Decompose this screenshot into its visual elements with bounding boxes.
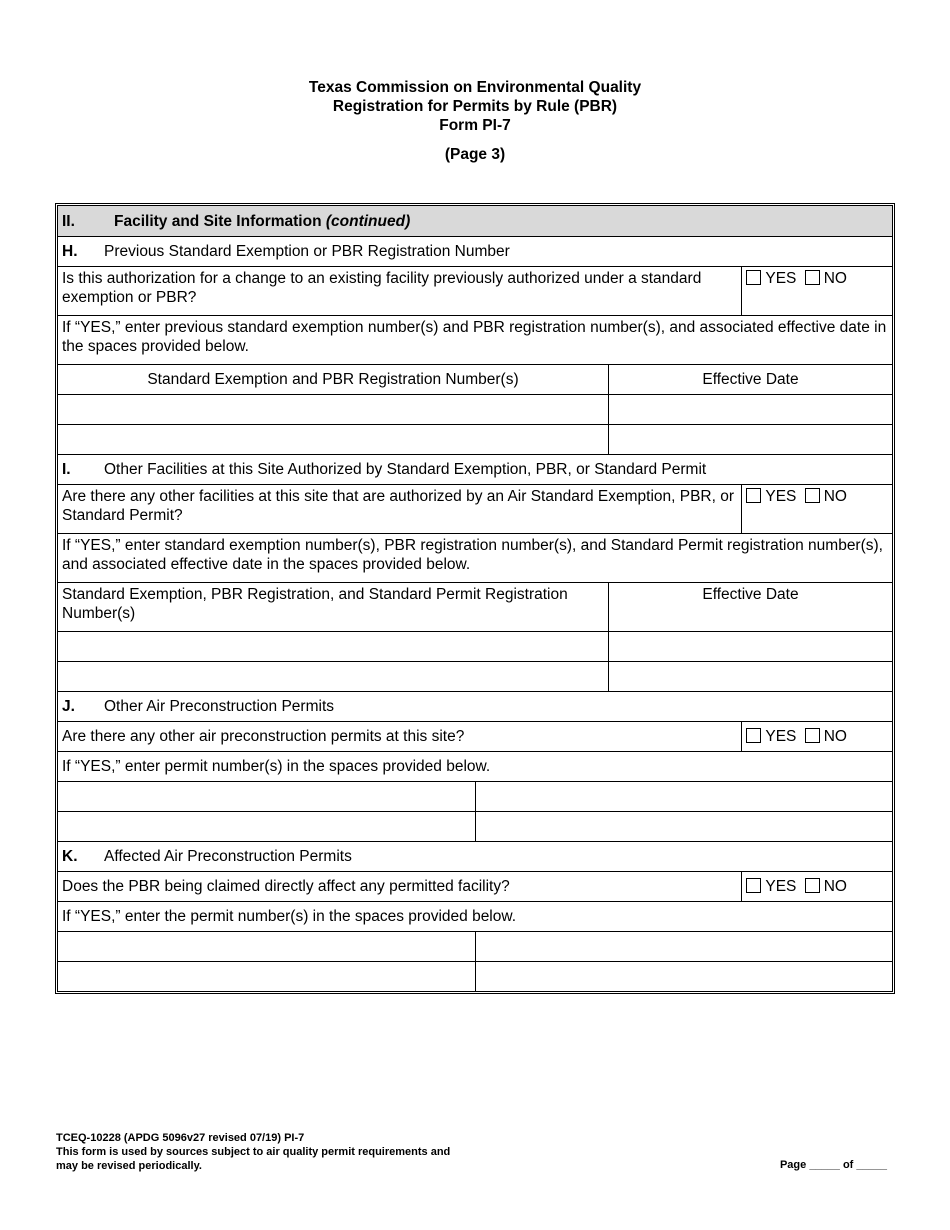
item-i-question: Are there any other facilities at this site that are authorized by an Air Standard Exemption, PBR, or Standard Permit? <box>58 485 742 534</box>
j-no-checkbox[interactable] <box>805 728 820 743</box>
h-date-field[interactable] <box>608 425 892 455</box>
h-yes-checkbox[interactable] <box>746 270 761 285</box>
k-yes-checkbox[interactable] <box>746 878 761 893</box>
i-no-label: NO <box>823 488 847 505</box>
i-date-field[interactable] <box>608 662 892 692</box>
j-entry-row <box>58 782 892 812</box>
item-k-header <box>58 842 892 872</box>
item-k-instruction-row <box>58 902 892 932</box>
item-k-letter: K. <box>62 848 78 865</box>
item-j-question: Are there any other air preconstruction permits at this site? <box>58 722 742 752</box>
item-j-instruction: If “YES,” enter permit number(s) in the spaces provided below. <box>58 752 892 782</box>
j-permit-field[interactable] <box>475 812 892 842</box>
item-j-instruction-row <box>58 752 892 782</box>
agency-name: Texas Commission on Environmental Quality <box>308 79 642 96</box>
footer-note-1: This form is used by sources subject to air quality permit requirements and <box>56 1146 451 1158</box>
item-i-title: Other Facilities at this Site Authorized by Standard Exemption, PBR, or Standard Permit <box>104 461 707 478</box>
i-entry-row <box>58 662 892 692</box>
section-header <box>58 206 892 237</box>
j-entry-row <box>58 812 892 842</box>
k-permit-field[interactable] <box>475 932 892 962</box>
h-yes-label: YES <box>765 270 797 287</box>
item-k-question-row <box>58 872 892 902</box>
k-no-label: NO <box>823 878 847 895</box>
i-col-numbers: Standard Exemption, PBR Registration, and Standard Permit Registration Number(s) <box>58 583 608 632</box>
item-j-letter: J. <box>62 698 75 715</box>
footer-form-id: TCEQ-10228 (APDG 5096v27 revised 07/19) PI-7 <box>56 1132 305 1144</box>
j-yes-label: YES <box>765 728 797 745</box>
i-date-field[interactable] <box>608 632 892 662</box>
form-footer <box>56 1131 450 1173</box>
j-yes-checkbox[interactable] <box>746 728 761 743</box>
k-no-checkbox[interactable] <box>805 878 820 893</box>
h-entry-row <box>58 425 892 455</box>
section-title-suffix: (continued) <box>325 212 411 230</box>
j-permit-field[interactable] <box>475 782 892 812</box>
k-permit-field[interactable] <box>58 962 475 992</box>
item-h-instruction: If “YES,” enter previous standard exemption number(s) and PBR registration number(s), and associated effective date in the spaces provided below. <box>58 316 892 365</box>
k-permit-field[interactable] <box>58 932 475 962</box>
i-col-date: Effective Date <box>608 583 892 632</box>
i-number-field[interactable] <box>58 632 608 662</box>
form-title: Registration for Permits by Rule (PBR) <box>332 98 618 115</box>
section-number: II. <box>62 212 75 230</box>
form-header <box>0 78 950 164</box>
item-i-instruction-row <box>58 534 892 583</box>
footer-note-2: may be revised periodically. <box>56 1160 202 1172</box>
h-number-field[interactable] <box>58 425 608 455</box>
item-j-header <box>58 692 892 722</box>
page-of-field: Page _____ of _____ <box>779 1159 887 1171</box>
h-col-numbers: Standard Exemption and PBR Registration Number(s) <box>58 365 608 395</box>
j-permit-field[interactable] <box>58 812 475 842</box>
i-entry-row <box>58 632 892 662</box>
h-no-checkbox[interactable] <box>805 270 820 285</box>
item-h-title: Previous Standard Exemption or PBR Registration Number <box>104 243 510 260</box>
item-h-question-row <box>58 267 892 316</box>
item-i-instruction: If “YES,” enter standard exemption number(s), PBR registration number(s), and Standard Permit registration number(s), and associated effective date in the spaces provided below. <box>58 534 892 583</box>
item-k-title: Affected Air Preconstruction Permits <box>104 848 352 865</box>
item-k-instruction: If “YES,” enter the permit number(s) in the spaces provided below. <box>58 902 892 932</box>
item-i-column-headers <box>58 583 892 632</box>
item-h-question: Is this authorization for a change to an existing facility previously authorized under a standard exemption or PBR? <box>58 267 742 316</box>
item-j-question-row <box>58 722 892 752</box>
item-i-yes-no <box>742 485 892 534</box>
h-col-date: Effective Date <box>608 365 892 395</box>
h-no-label: NO <box>823 270 847 287</box>
k-permit-field[interactable] <box>475 962 892 992</box>
item-i-question-row <box>58 485 892 534</box>
j-permit-field[interactable] <box>58 782 475 812</box>
form-table-frame <box>55 203 895 994</box>
k-entry-row <box>58 962 892 992</box>
j-no-label: NO <box>823 728 847 745</box>
item-j-title: Other Air Preconstruction Permits <box>104 698 334 715</box>
section-title: Facility and Site Information <box>114 212 322 230</box>
h-entry-row <box>58 395 892 425</box>
h-date-field[interactable] <box>608 395 892 425</box>
item-h-header <box>58 237 892 267</box>
item-h-letter: H. <box>62 243 78 260</box>
item-k-question: Does the PBR being claimed directly affect any permitted facility? <box>58 872 742 902</box>
i-yes-label: YES <box>765 488 797 505</box>
item-i-letter: I. <box>62 461 71 478</box>
i-number-field[interactable] <box>58 662 608 692</box>
page-label: (Page 3) <box>444 146 506 163</box>
k-yes-label: YES <box>765 878 797 895</box>
item-h-instruction-row <box>58 316 892 365</box>
i-no-checkbox[interactable] <box>805 488 820 503</box>
item-h-yes-no <box>742 267 892 316</box>
item-k-yes-no <box>742 872 892 902</box>
item-j-yes-no <box>742 722 892 752</box>
item-i-header <box>58 455 892 485</box>
item-h-column-headers <box>58 365 892 395</box>
h-number-field[interactable] <box>58 395 608 425</box>
form-table <box>58 206 892 991</box>
i-yes-checkbox[interactable] <box>746 488 761 503</box>
form-number: Form PI-7 <box>439 117 511 134</box>
k-entry-row <box>58 932 892 962</box>
